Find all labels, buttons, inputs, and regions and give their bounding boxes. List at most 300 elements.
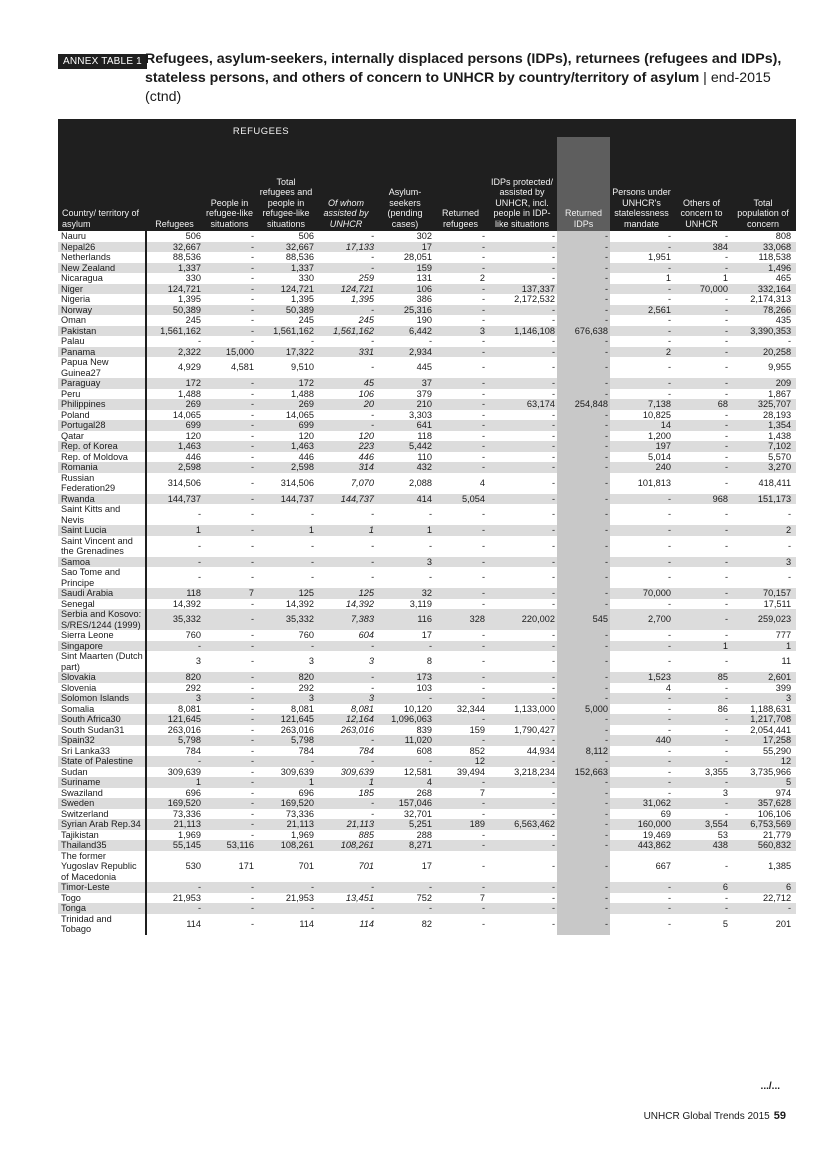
table-row [58,336,796,347]
value-cell: - [316,305,376,316]
value-cell: 3 [146,693,203,704]
value-cell: 1 [376,525,434,536]
value-cell: - [557,882,610,893]
value-cell: 17 [376,242,434,253]
value-cell: 50,389 [256,305,316,316]
value-cell: 17 [421,630,433,640]
value-cell: - [146,882,203,893]
country-cell: Senegal [58,599,146,610]
value-cell: 35,332 [146,609,203,630]
value-cell: - [673,441,730,452]
value-cell: 784 [298,745,314,756]
value-cell: - [610,777,673,788]
value-cell: - [557,903,610,914]
value-cell: 14,065 [172,409,201,420]
value-cell: 14,392 [172,598,201,609]
value-cell: 21,113 [256,819,316,830]
value-cell: 121,645 [256,714,316,725]
value-cell: - [203,609,256,630]
value-cell: - [203,525,256,536]
value-cell: - [250,540,254,551]
value-cell: - [610,882,673,893]
value-cell: - [376,882,434,893]
country-cell: Romania [58,462,146,473]
value-cell: 190 [416,315,433,325]
value-cell: 1 [730,641,796,652]
value-cell: 1,385 [768,861,792,871]
value-cell: 1 [665,273,672,283]
value-cell: 5,054 [434,494,487,505]
country-cell: Sudan [58,767,146,778]
value-cell: - [370,509,375,520]
value-cell: 4 [376,777,434,788]
value-cell: - [667,918,672,929]
value-cell: 292 [185,682,201,693]
value-cell: 37 [376,378,434,389]
value-cell: - [557,315,610,326]
value-cell: 699 [256,420,316,431]
country-cell: Philippines [58,399,146,410]
table-row [58,851,796,883]
value-cell: 435 [775,315,792,325]
value-cell: - [557,242,610,253]
value-cell: - [203,284,256,295]
value-cell: - [673,714,730,725]
table-row [58,746,796,757]
value-cell: - [487,798,557,809]
value-cell: - [551,808,556,819]
value-cell: - [667,231,672,241]
value-cell: 314,506 [167,477,201,488]
value-cell: - [203,557,256,568]
value-cell: - [551,477,556,488]
country-cell: Qatar [58,431,146,442]
value-cell: 263,016 [167,724,201,735]
value-cell: - [610,494,673,505]
country-cell: Pakistan [58,326,146,337]
country-cell: Paraguay [58,378,146,389]
value-cell: 14,392 [285,598,314,609]
value-cell: 1,096,063 [376,714,434,725]
page-title [145,50,785,107]
value-cell: - [667,572,672,583]
value-cell: 314 [316,462,376,473]
value-cell: - [250,451,254,462]
value-cell: 3 [256,693,316,704]
value-cell: 7,383 [316,609,376,630]
value-cell: - [250,630,254,640]
value-cell: 70,000 [673,284,730,295]
value-cell: 172 [146,378,203,389]
annex-table [58,119,796,935]
value-cell: - [724,252,729,262]
country-name: Sri Lanka33 [61,745,111,756]
value-cell: 414 [376,494,434,505]
value-cell: 17,511 [763,598,792,609]
value-cell: - [481,231,486,241]
value-cell: - [487,714,557,725]
value-cell: - [610,641,673,652]
value-cell: 10,120 [403,703,433,714]
value-cell: - [434,693,487,704]
value-cell: 288 [416,829,433,840]
value-cell: 169,520 [256,798,316,809]
value-cell: - [557,494,610,505]
value-cell: - [610,903,673,914]
table-row [58,609,796,630]
table-row [58,830,796,841]
value-cell: - [667,787,672,798]
header-spacer [58,119,146,137]
value-cell: - [610,378,673,389]
country-cell: Tajikistan [58,830,146,841]
value-cell: 8 [426,656,433,667]
value-cell: 752 [416,892,433,903]
value-cell: 1,969 [291,829,314,840]
value-cell: 1,969 [178,829,201,840]
value-cell: - [557,273,610,284]
value-cell: - [376,903,434,914]
value-cell: 106 [358,388,375,399]
country-name: South Africa30 [61,714,121,724]
value-cell: - [487,588,557,599]
value-cell: - [481,252,486,262]
value-cell: - [610,284,673,295]
value-cell: 240 [610,462,673,473]
country-cell: Rep. of Korea [58,441,146,452]
value-cell: - [667,745,672,756]
value-cell: - [434,284,487,295]
value-cell: - [250,252,254,262]
value-cell: 144,737 [316,494,376,505]
value-cell: 6 [730,882,796,893]
value-cell: - [673,525,730,536]
value-cell: 17 [421,861,433,871]
table-row [58,777,796,788]
table-row [58,704,796,715]
value-cell: 33,068 [730,242,796,253]
value-cell: - [487,672,557,683]
value-cell: - [316,798,376,809]
value-cell: 2 [479,273,486,283]
value-cell: - [310,540,314,551]
value-cell: - [146,756,203,767]
value-cell: 530 [185,861,201,871]
country-cell: Swaziland [58,788,146,799]
value-cell: 32,667 [256,242,316,253]
header-spacer-right [376,119,796,137]
value-cell: - [557,378,610,389]
value-cell: 5,014 [648,451,672,462]
col-header-total-refugees: Total refugees and people in refugee-like situations [256,137,316,231]
value-cell: - [557,819,610,830]
value-cell: 17,133 [316,242,376,253]
value-cell: - [557,840,610,851]
value-cell: - [557,431,610,442]
value-cell: 268 [416,787,433,798]
value-cell: 7,070 [351,477,375,488]
country-cell [58,420,146,431]
table-row [58,693,796,704]
value-cell: - [316,672,376,683]
value-cell: - [557,914,610,935]
value-cell: - [481,509,486,520]
value-cell: 116 [376,609,434,630]
country-cell [58,714,146,725]
value-cell: - [673,326,730,337]
value-cell: - [203,305,256,316]
value-cell: - [724,598,729,609]
value-cell: 1,790,427 [514,724,556,735]
value-cell: 820 [256,672,316,683]
continued-mark: .../... [760,1081,780,1092]
value-cell: 7 [479,892,486,903]
value-cell: 309,639 [280,766,314,777]
value-cell: 438 [673,840,730,851]
table-row [58,651,796,672]
value-cell: - [203,798,256,809]
value-cell: - [250,682,254,693]
value-cell: 2,934 [376,347,434,358]
value-cell: 330 [298,273,314,283]
value-cell: 82 [421,918,433,929]
value-cell: - [434,735,487,746]
value-cell: 8,112 [557,746,610,757]
value-cell: - [250,315,254,325]
value-cell: - [487,462,557,473]
value-cell: - [203,378,256,389]
value-cell: - [557,588,610,599]
table-row [58,882,796,893]
value-cell: 254,848 [557,399,610,410]
value-cell: - [250,294,254,304]
value-cell: - [610,714,673,725]
value-cell: 160,000 [610,819,673,830]
value-cell: 2,174,313 [750,294,792,304]
value-cell: 2,088 [409,477,433,488]
value-cell: 760 [185,630,201,640]
table-row [58,389,796,400]
value-cell: - [434,462,487,473]
country-name: Nepal26 [61,241,96,252]
value-cell: 73,336 [172,808,201,819]
value-cell: - [551,656,556,667]
value-cell: - [310,509,314,520]
value-cell: 2,561 [610,305,673,316]
title-main: Refugees, asylum-seekers, internally displaced persons (IDPs), returnees (refugees and IDPs), stateless persons, and others of concern to UNHCR by country/territory of asylum [145,51,782,86]
value-cell: 8,271 [376,840,434,851]
value-cell: 32 [376,588,434,599]
value-cell: 68 [673,399,730,410]
country-cell: Saint Kitts and Nevis [58,504,146,525]
value-cell: - [481,362,486,373]
value-cell: - [667,362,672,373]
value-cell: 1,133,000 [514,703,556,714]
value-cell: - [203,735,256,746]
country-cell: Slovenia [58,683,146,694]
value-cell: 379 [416,388,433,399]
value-cell: - [667,892,672,903]
value-cell: 121,645 [146,714,203,725]
value-cell: - [557,893,610,904]
value-cell: - [557,410,610,421]
value-cell: - [434,714,487,725]
value-cell: 1 [316,525,376,536]
value-cell: - [487,347,557,358]
value-cell: - [667,766,672,777]
value-cell: - [557,389,610,400]
value-cell: 201 [775,918,792,929]
value-cell: - [673,777,730,788]
value-cell: 2,598 [256,462,316,473]
value-cell: - [428,572,433,583]
value-cell: 1 [256,777,316,788]
value-cell: 5 [722,918,729,929]
value-cell: 332,164 [730,284,796,295]
country-cell: New Zealand [58,263,146,274]
value-cell: - [673,263,730,274]
value-cell: 784 [358,745,375,756]
value-cell: - [146,903,203,914]
col-header-asylum-seekers: Asylum-seekers (pending cases) [376,137,434,231]
value-cell: - [434,399,487,410]
value-cell: 14,392 [345,598,375,609]
country-cell [58,473,146,494]
country-cell: Saudi Arabia [58,588,146,599]
value-cell: 171 [238,861,254,871]
value-cell: 21,953 [285,892,314,903]
value-cell: 2 [730,525,796,536]
table-row [58,231,796,242]
value-cell: 120 [358,430,375,441]
table-row [58,378,796,389]
value-cell: 1,188,631 [750,703,792,714]
country-cell: Solomon Islands [58,693,146,704]
value-cell: - [724,451,729,462]
value-cell: - [557,788,610,799]
col-header-country: Country/ territory of asylum [58,137,146,231]
value-cell: - [434,903,487,914]
value-cell: 88,536 [285,252,314,262]
value-cell: 386 [416,294,433,304]
value-cell: 9,510 [291,362,314,373]
value-cell: - [203,903,256,914]
country-cell: Sint Maarten (Dutch part) [58,651,146,672]
col-header-returned-refugees: Returned refugees [434,137,487,231]
col-header-refugees: Refugees [146,137,203,231]
value-cell: 4 [479,477,486,488]
col-header-returned-idps: Returned IDPs [557,137,610,231]
value-cell: 1 [316,777,376,788]
value-cell: - [197,572,201,583]
value-cell: 384 [673,242,730,253]
country-cell: Rwanda [58,494,146,505]
value-cell: 106,106 [757,808,792,819]
value-cell: - [376,693,434,704]
value-cell: 210 [376,399,434,410]
value-cell: 45 [316,378,376,389]
value-cell: - [557,347,610,358]
value-cell: - [557,714,610,725]
country-cell: Palau [58,336,146,347]
value-cell: 760 [298,630,314,640]
table-row [58,725,796,736]
value-cell: - [557,641,610,652]
value-cell: 1,561,162 [256,326,316,337]
value-cell: 10,825 [642,409,672,420]
table-row [58,399,796,410]
value-cell: - [673,903,730,914]
value-cell: 1,463 [256,441,316,452]
table-row [58,788,796,799]
value-cell: - [146,557,203,568]
value-cell: 820 [146,672,203,683]
value-cell: - [551,451,556,462]
value-cell: - [730,903,796,914]
value-cell: - [673,462,730,473]
value-cell: 1,354 [730,420,796,431]
value-cell: - [376,641,434,652]
value-cell: 50,389 [146,305,203,316]
table-row [58,893,796,904]
country-cell [58,242,146,253]
value-cell: - [551,252,556,262]
value-cell: 159 [376,263,434,274]
value-cell: - [481,294,486,304]
country-cell: Saint Lucia [58,525,146,536]
value-cell: - [788,572,792,583]
country-cell [58,725,146,736]
value-cell: 446 [298,451,314,462]
col-header-assisted-by-unhcr: Of whom assisted by UNHCR [316,137,376,231]
value-cell: 44,934 [526,745,556,756]
value-cell: 63,174 [487,399,557,410]
value-cell: - [724,892,729,903]
value-cell: 69 [660,808,672,819]
value-cell: - [724,477,729,488]
value-cell: 839 [416,724,433,735]
value-cell: - [434,557,487,568]
value-cell: - [316,557,376,568]
value-cell: 173 [376,672,434,683]
value-cell: 120 [185,430,201,441]
value-cell: - [434,242,487,253]
value-cell: - [557,536,610,557]
value-cell: 22,712 [762,892,792,903]
value-cell: - [610,525,673,536]
value-cell: - [203,777,256,788]
value-cell: 1,337 [146,263,203,274]
value-cell: - [667,315,672,325]
value-cell: 124,721 [146,284,203,295]
value-cell: - [551,540,556,551]
value-cell: - [724,540,729,551]
table-row [58,357,796,378]
value-cell: 110 [417,451,433,462]
value-cell: - [557,462,610,473]
value-cell: - [256,903,316,914]
value-cell: - [673,609,730,630]
value-cell: 667 [655,861,672,871]
value-cell: 3,270 [730,462,796,473]
value-cell: - [250,231,254,241]
value-cell: 131 [416,273,433,283]
value-cell: - [551,918,556,929]
table-row [58,294,796,305]
country-cell: Oman [58,315,146,326]
country-cell: Slovakia [58,672,146,683]
value-cell: 2 [610,347,673,358]
